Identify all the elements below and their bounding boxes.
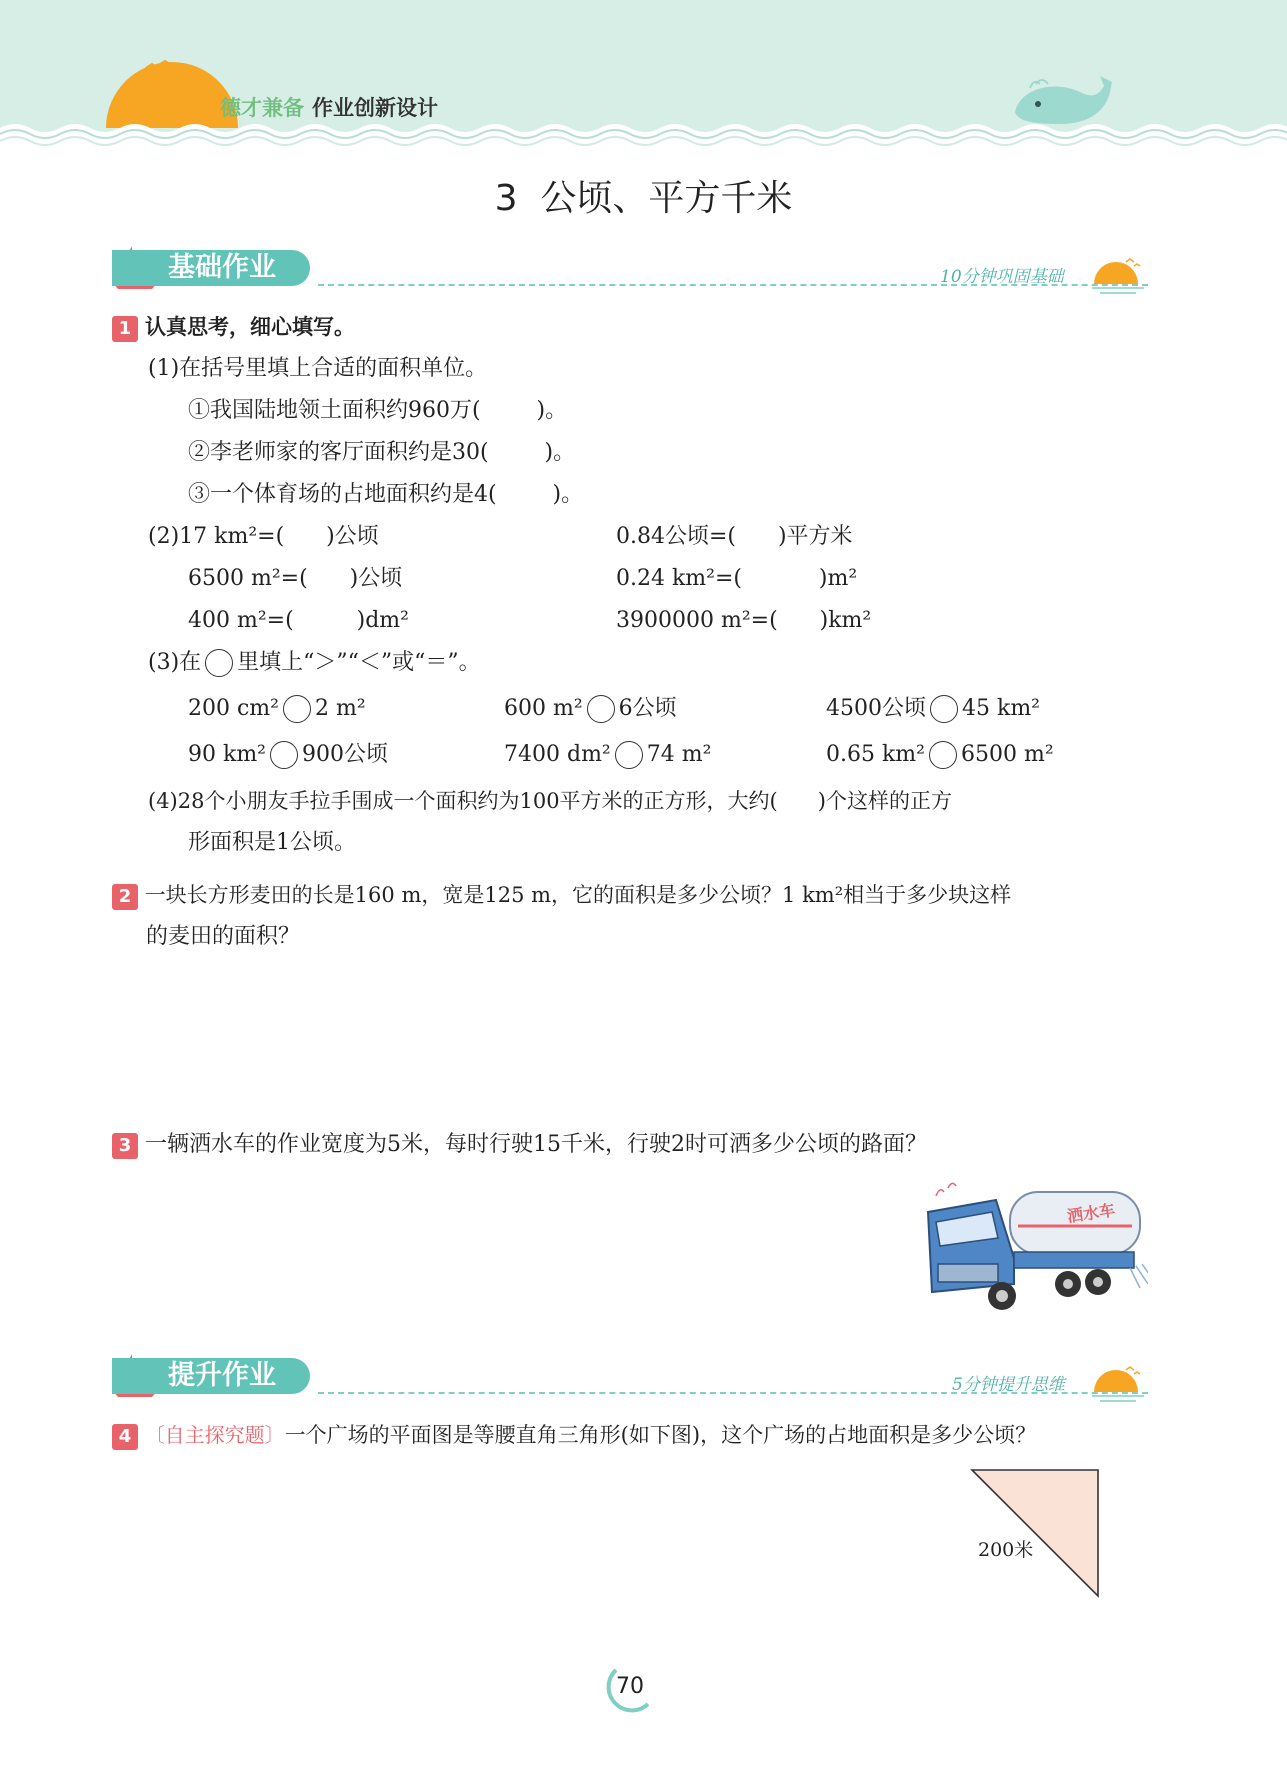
answer-circle[interactable] [283,695,311,723]
triangle-figure [960,1464,1110,1612]
q1-part4-line2: 形面积是1公顷。 [188,830,356,855]
q1-part1-b: ②李老师家的客厅面积约是30( )。 [188,440,576,465]
q1-heading: 认真思考，细心填写。 [145,315,355,339]
page-number: 70 [616,1674,644,1699]
q2-number: 2 [112,884,138,910]
compare-left: 200 cm² [188,696,279,721]
compare-left: 90 km² [188,742,266,767]
water-truck-icon [928,1183,1148,1310]
compare-left: 7400 dm² [504,742,611,767]
answer-circle[interactable] [205,649,233,677]
truck-label: 洒水车 [1065,1200,1117,1226]
triangle-side-label: 200米 [978,1539,1034,1561]
q1-p2-r1-right: 0.84公顷=( )平方米 [616,524,853,549]
q1-part3-pre: (3)在 [148,650,202,675]
q1-part1: (1)在括号里填上合适的面积单位。 [148,356,488,381]
q4-tag: 〔自主探究题〕 [144,1423,285,1447]
q1-part1-a: ①我国陆地领土面积约960万( )。 [188,398,568,423]
compare-item [826,740,1054,770]
q1-p2-r3-left: 400 m²=( )dm² [188,608,409,633]
q2-line1: 一块长方形麦田的长是160 m，宽是125 m，它的面积是多少公顷？1 km²相当于多少块这样 [144,883,1012,907]
q3-text: 一辆洒水车的作业宽度为5米，每时行驶15千米，行驶2时可洒多少公顷的路面？ [145,1132,927,1157]
compare-item [826,694,1040,724]
q1-heading-row [112,312,355,343]
compare-left: 600 m² [504,696,583,721]
compare-right: 6公顷 [618,696,677,721]
answer-circle[interactable] [930,695,958,723]
q1-part3 [148,648,481,678]
compare-left: 4500公顷 [826,696,926,721]
brand-green: 德才兼备 [220,96,304,120]
q1-p2-r2-right: 0.24 km²=( )m² [616,566,858,591]
compare-right: 74 m² [646,742,712,767]
compare-right: 45 km² [962,696,1040,721]
compare-item [504,740,711,770]
q3-row [112,1130,927,1160]
q2-line1-row [112,880,1011,910]
sun-icon [106,62,238,128]
q1-part3-post: 里填上“＞”“＜”或“＝”。 [237,650,481,675]
section-basic-label: 基础作业 [112,250,310,286]
q4-text: 一个广场的平面图是等腰直角三角形(如下图)，这个广场的占地面积是多少公顷？ [284,1423,1037,1447]
answer-circle[interactable] [615,741,643,769]
q1-number: 1 [112,316,138,342]
small-sun-icon [1090,1364,1146,1404]
compare-right: 6500 m² [961,742,1054,767]
compare-left: 0.65 km² [826,742,925,767]
brand [220,92,438,122]
q1-part1-c: ③一个体育场的占地面积约是4( )。 [188,482,584,507]
isosceles-right-triangle [972,1470,1098,1596]
page-title: 3 公顷、平方千米 [494,178,793,219]
section-basic-note: 10分钟巩固基础 [940,267,1064,287]
q4-row [112,1420,1036,1450]
section-advanced-label: 提升作业 [112,1358,310,1394]
small-sun-icon [1090,256,1146,296]
q1-p2-r1-left: (2)17 km²=( )公顷 [148,524,379,549]
q1-p2-r3-right: 3900000 m²=( )km² [616,608,872,633]
compare-item [504,694,677,724]
compare-right: 900公顷 [302,742,388,767]
q1-part4-line1: (4)28个小朋友手拉手围成一个面积约为100平方米的正方形，大约( )个这样的正方 [148,789,952,813]
q4-number: 4 [112,1424,138,1450]
q2-line2: 的麦田的面积？ [146,924,301,949]
section-advanced-note: 5分钟提升思维 [952,1375,1065,1395]
header-decoration [0,0,1287,160]
water-truck-illustration [918,1172,1148,1322]
q3-number: 3 [112,1133,138,1159]
answer-circle[interactable] [587,695,615,723]
compare-right: 2 m² [315,696,366,721]
brand-black: 作业创新设计 [312,96,438,120]
compare-item [188,740,388,770]
answer-circle[interactable] [929,741,957,769]
answer-circle[interactable] [270,741,298,769]
q1-p2-r2-left: 6500 m²=( )公顷 [188,566,403,591]
whale-icon [1015,76,1112,124]
compare-item [188,694,366,724]
